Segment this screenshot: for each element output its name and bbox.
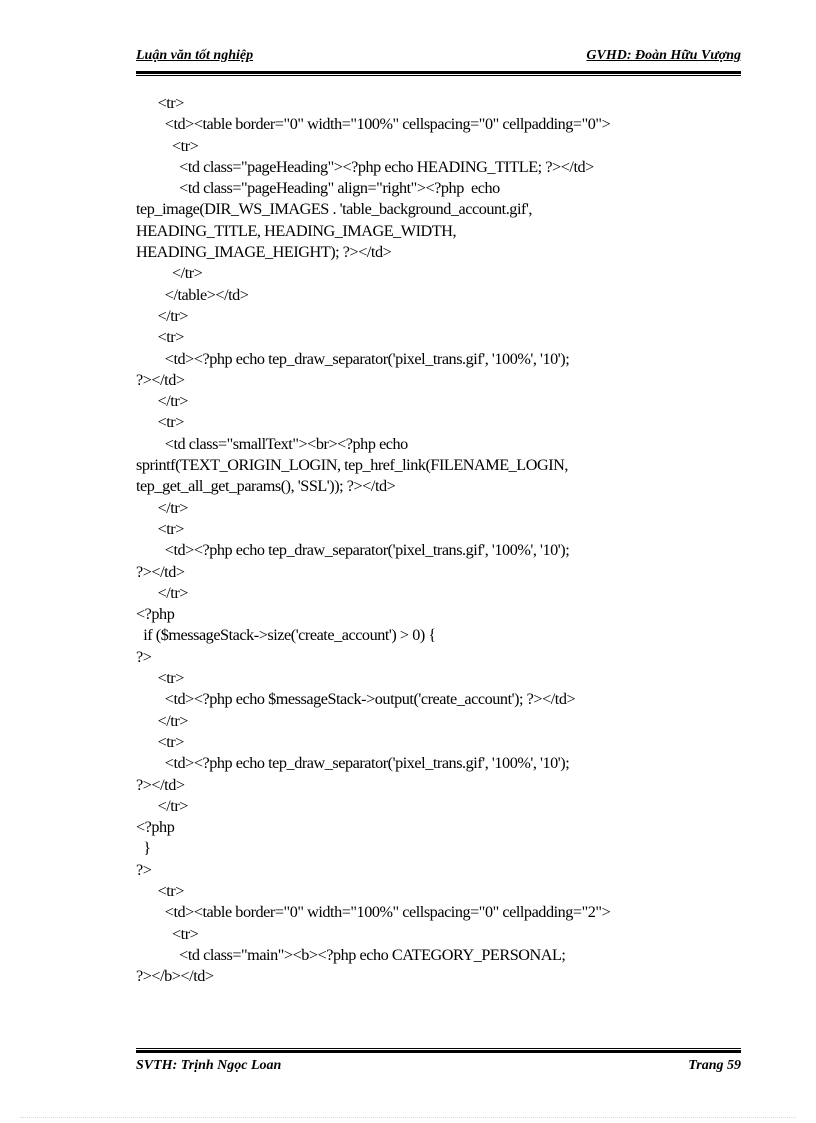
code-line: </tr> [136, 392, 188, 411]
code-line: } [136, 839, 151, 858]
page-edge-dotted-line [20, 1117, 796, 1118]
code-line: <td><table border="0" width="100%" cellspacing="0" cellpadding="2"> [136, 903, 611, 922]
code-line: <tr> [136, 732, 184, 751]
code-line: <td class="main"><b><?php echo CATEGORY_PERSONAL; [136, 945, 566, 964]
footer-rule-thick [136, 1050, 741, 1053]
code-line: <tr> [136, 328, 184, 347]
code-line: <?php [136, 818, 175, 837]
code-line: <td><?php echo tep_draw_separator('pixel_trans.gif', '100%', '10'); [136, 754, 570, 773]
code-line: ?></td> [136, 775, 185, 794]
code-line: <td><?php echo $messageStack->output('create_account'); ?></td> [136, 690, 576, 709]
code-listing [136, 93, 741, 987]
code-line: <tr> [136, 669, 184, 688]
code-line: <?php [136, 605, 175, 624]
code-line: <td class="pageHeading" align="right"><?php echo [136, 179, 500, 198]
code-line: </tr> [136, 306, 188, 325]
code-line: tep_get_all_get_params(), 'SSL')); ?></td> [136, 477, 396, 496]
code-line: if ($messageStack->size('create_account') > 0) { [136, 626, 436, 645]
code-line: tep_image(DIR_WS_IMAGES . 'table_background_account.gif', [136, 200, 533, 219]
code-line: </tr> [136, 796, 188, 815]
code-line: </tr> [136, 583, 188, 602]
code-line: <td><?php echo tep_draw_separator('pixel_trans.gif', '100%', '10'); [136, 349, 570, 368]
code-line: HEADING_TITLE, HEADING_IMAGE_WIDTH, [136, 221, 457, 240]
code-line: <tr> [136, 924, 199, 943]
code-line: <tr> [136, 881, 184, 900]
header-rule-thick [136, 71, 741, 74]
header-thesis-title: Luận văn tốt nghiệp [136, 48, 254, 63]
header-advisor: GVHD: Đoàn Hữu Vượng [586, 48, 741, 63]
code-line: </tr> [136, 498, 188, 517]
code-line: HEADING_IMAGE_HEIGHT); ?></td> [136, 243, 392, 262]
code-line: <tr> [136, 136, 199, 155]
footer-rule-thin [136, 1048, 741, 1049]
code-line: ?> [136, 647, 152, 666]
code-line: </tr> [136, 711, 188, 730]
code-line: sprintf(TEXT_ORIGIN_LOGIN, tep_href_link(FILENAME_LOGIN, [136, 456, 569, 475]
code-line: <tr> [136, 94, 184, 112]
footer-page-number: Trang 59 [688, 1058, 741, 1073]
code-line: <td><?php echo tep_draw_separator('pixel_trans.gif', '100%', '10'); [136, 541, 570, 560]
code-line: ?></td> [136, 370, 185, 389]
code-line: ?> [136, 860, 152, 879]
page-footer [136, 1058, 741, 1078]
code-line: </tr> [136, 264, 203, 283]
code-line: <td><table border="0" width="100%" cellspacing="0" cellpadding="0"> [136, 115, 611, 134]
code-line: ?></b></td> [136, 967, 214, 986]
code-line: <td class="smallText"><br><?php echo [136, 434, 408, 453]
code-line: <tr> [136, 519, 184, 538]
code-line: </table></td> [136, 285, 249, 304]
page-header [136, 48, 741, 68]
code-line: <tr> [136, 413, 184, 432]
header-rule-thin [136, 75, 741, 76]
code-line: <td class="pageHeading"><?php echo HEADING_TITLE; ?></td> [136, 157, 594, 176]
code-line: ?></td> [136, 562, 185, 581]
footer-student: SVTH: Trịnh Ngọc Loan [136, 1058, 282, 1073]
